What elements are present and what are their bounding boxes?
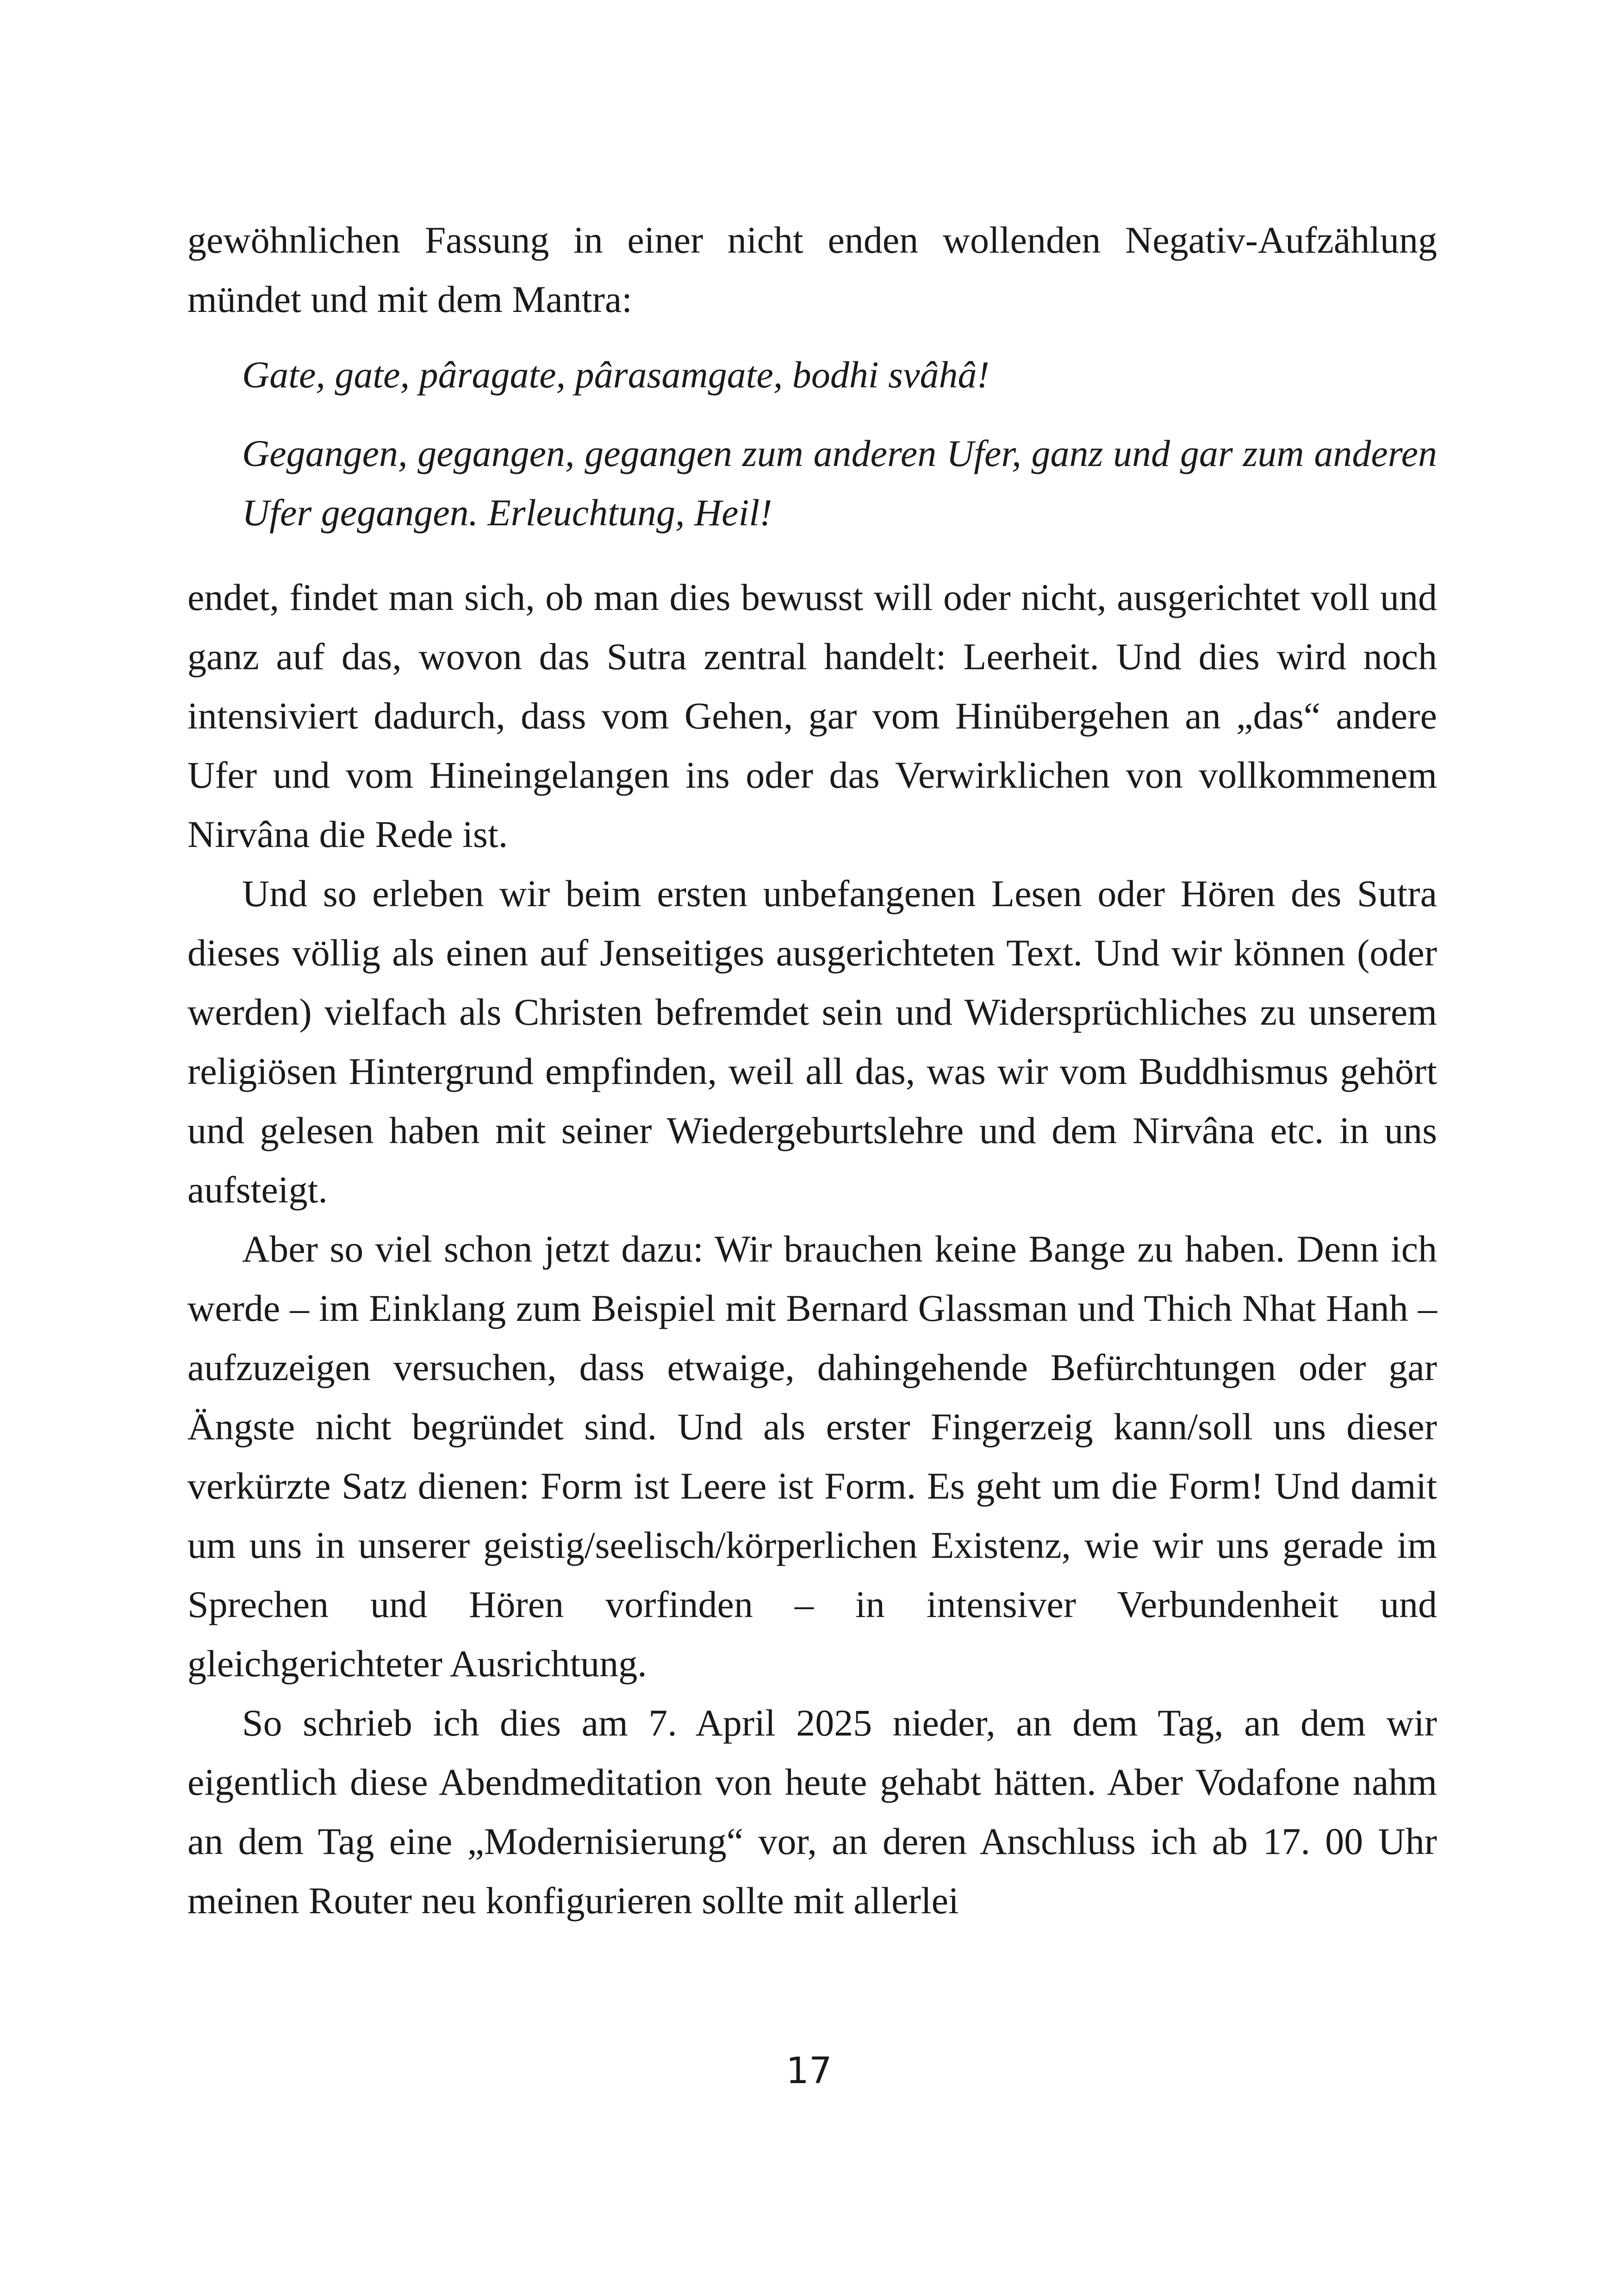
- mantra-quote-block: [242, 345, 1437, 542]
- page-number: 17: [786, 2050, 832, 2092]
- mantra-translation-quote: Gegangen, gegangen, gegangen zum anderen Ufer, ganz und gar zum anderen Ufer gegangen. Erleuchtung, Heil!: [242, 432, 1437, 534]
- mantra-quote: Gate, gate, pâragate, pârasamgate, bodhi svâhâ!: [242, 354, 989, 396]
- page-body: [187, 211, 1437, 1930]
- body-paragraph: Und so erleben wir beim ersten unbefangenen Lesen oder Hören des Sutra dieses völlig als einen auf Jenseitiges ausgerichteten Text. Und wir können (oder werden) vielfach als Christen befremdet sein und Widersprüchliches zu unserem religiösen Hintergrund empfinden, weil all das, was wir vom Buddhismus gehört und gelesen haben mit seiner Wiedergeburtslehre und dem Nirvâna etc. in uns aufsteigt.: [187, 872, 1437, 1211]
- body-paragraph: So schrieb ich dies am 7. April 2025 nieder, an dem Tag, an dem wir eigentlich diese Abendmeditation von heute gehabt hätten. Aber Vodafone nahm an dem Tag eine „Modernisierung“ vor, an deren Anschluss ich ab 17. 00 Uhr meinen Router neu konfigurieren sollte mit allerlei: [187, 1702, 1437, 1922]
- body-paragraph: endet, findet man sich, ob man dies bewusst will oder nicht, ausgerichtet voll und ganz auf das, wovon das Sutra zentral handelt: Leerheit. Und dies wird noch intensiviert dadurch, dass vom Gehen, gar vom Hinübergehen an „das“ andere Ufer und vom Hineingelangen ins oder das Verwirklichen von vollkommenem Nirvâna die Rede ist.: [187, 576, 1437, 855]
- body-paragraph: Aber so viel schon jetzt dazu: Wir brauchen keine Bange zu haben. Denn ich werde – im Einklang zum Beispiel mit Bernard Glassman und Thich Nhat Hanh – aufzuzeigen versuchen, dass etwaige, dahingehende Befürchtungen oder gar Ängste nicht begründet sind. Und als erster Fingerzeig kann/soll uns dieser verkürzte Satz dienen: Form ist Leere ist Form. Es geht um die Form! Und damit um uns in unserer geistig/seelisch/körperlichen Existenz, wie wir uns gerade im Sprechen und Hören vorfinden – in intensiver Verbundenheit und gleichgerichteter Ausrichtung.: [187, 1228, 1437, 1685]
- intro-paragraph: gewöhnlichen Fassung in einer nicht enden wollenden Negativ-Aufzählung mündet und mit dem Mantra:: [187, 219, 1437, 320]
